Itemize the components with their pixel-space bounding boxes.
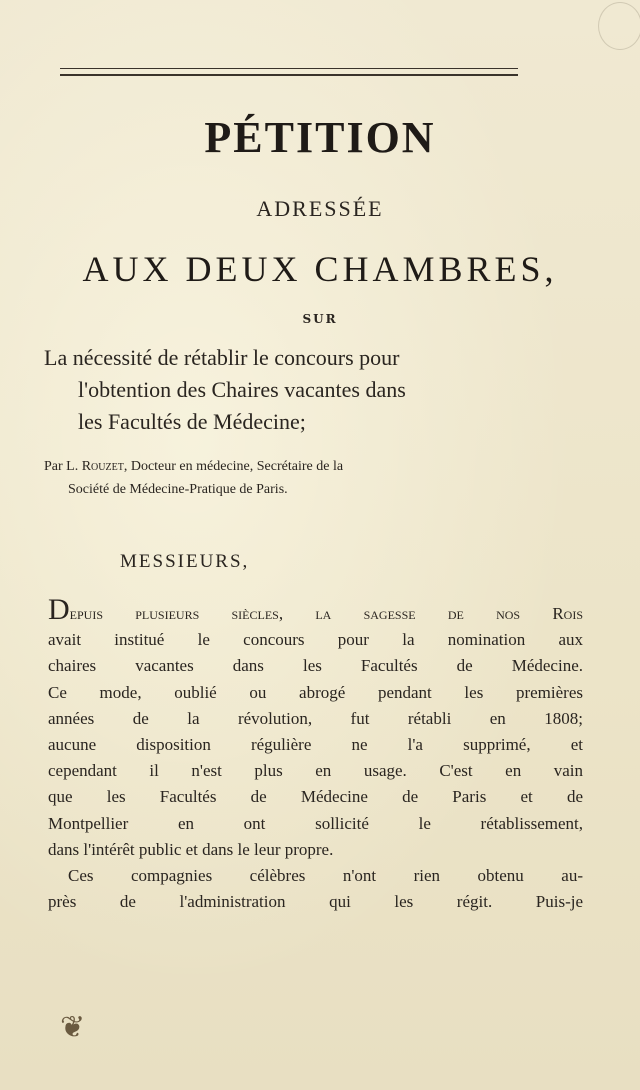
subject-line-3: les Facultés de Médecine; — [78, 409, 306, 434]
body-line-text: epuis plusieurs siècles, la sagesse de nos Rois — [69, 604, 583, 623]
byline-suffix: , Docteur en médecine, Secrétaire de la — [123, 459, 344, 474]
top-double-rule — [60, 68, 518, 76]
drop-cap: D — [48, 593, 70, 626]
body-line — [48, 593, 583, 627]
body-line: Ce mode, oublié ou abrogé pendant les premières — [48, 682, 583, 702]
recipients-line: AUX DEUX CHAMBRES, — [82, 249, 558, 289]
byline-line-1 — [44, 455, 604, 478]
body-text — [48, 593, 583, 915]
subject-block — [44, 342, 604, 438]
paper-stain — [598, 2, 640, 50]
body-line: Ces compagnies célèbres n'ont rien obtenu au- — [68, 866, 583, 886]
subject-line-1: La nécessité de rétablir le concours pour — [44, 345, 400, 370]
printer-ornament-icon: ❦ — [60, 1010, 86, 1045]
body-line: près de l'administration qui les régit. Puis-je — [48, 892, 583, 912]
body-line: cependant il n'est plus en usage. C'est en vain — [48, 761, 583, 781]
document-title: PÉTITION — [204, 113, 436, 162]
addressed-line: ADRESSÉE — [256, 196, 384, 221]
sur-label: SUR — [302, 312, 338, 326]
body-line: avait institué le concours pour la nomination aux — [48, 630, 583, 650]
body-line: dans l'intérêt public et dans le leur propre. — [48, 839, 334, 859]
body-line: Montpellier en ont sollicité le rétablissement, — [48, 813, 583, 833]
subject-line-2: l'obtention des Chaires vacantes dans — [78, 377, 406, 402]
body-line: chaires vacantes dans les Facultés de Médecine. — [48, 656, 583, 676]
body-line: années de la révolution, fut rétabli en 1808; — [48, 708, 583, 728]
salutation: MESSIEURS, — [120, 551, 250, 572]
author-name: Rouzet — [81, 459, 124, 474]
body-line: aucune disposition régulière ne l'a supprimé, et — [48, 735, 583, 755]
body-line: que les Facultés de Médecine de Paris et de — [48, 787, 583, 807]
byline-prefix: Par L. — [44, 459, 82, 474]
author-byline — [44, 455, 604, 501]
byline-line-2: Société de Médecine-Pratique de Paris. — [68, 482, 288, 497]
